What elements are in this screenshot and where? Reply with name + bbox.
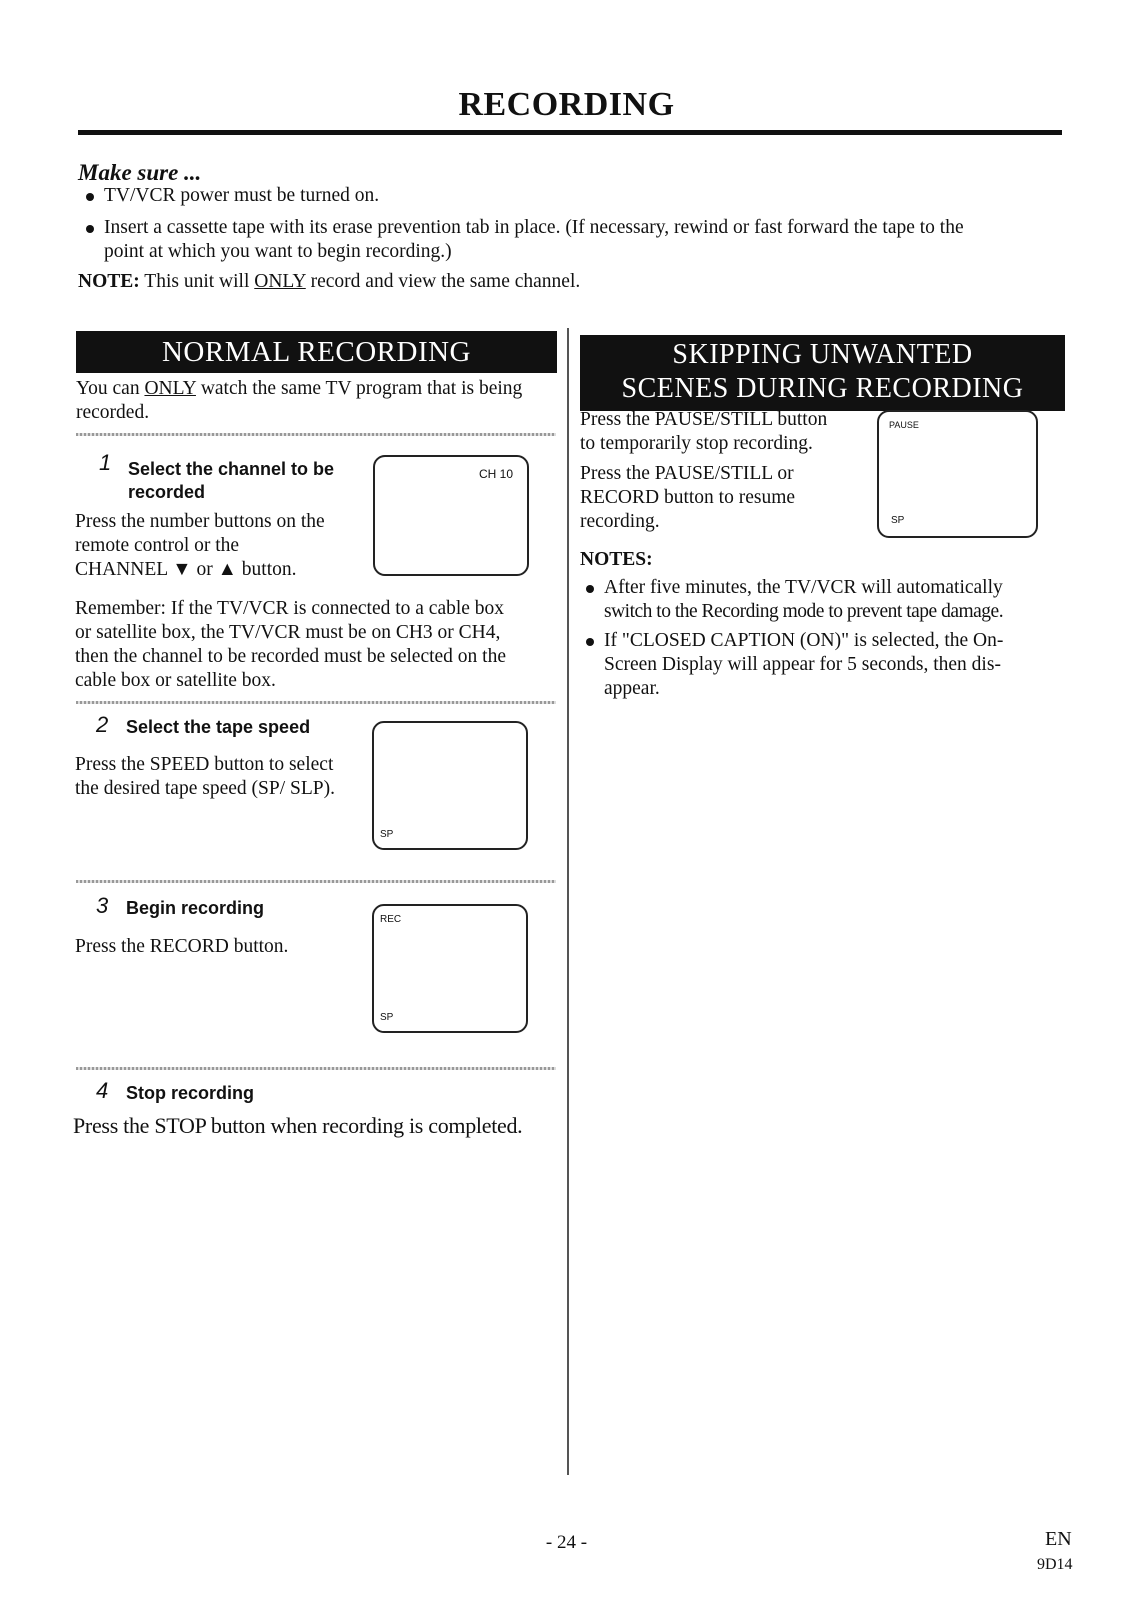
step-body: Press the STOP button when recording is completed.	[73, 1113, 523, 1138]
step-number: 2	[96, 712, 109, 737]
normal-recording-intro	[76, 377, 556, 425]
skipping-banner	[580, 335, 1065, 411]
tv-screen	[372, 904, 528, 1033]
skipping-body: to temporarily stop recording.	[580, 433, 813, 454]
intro-emphasis: ONLY	[144, 378, 196, 399]
step-body: remote control or the	[75, 535, 240, 556]
bullet-icon	[86, 193, 94, 201]
step-title: Select the tape speed	[126, 717, 311, 737]
bullet-icon	[86, 225, 94, 233]
screen-rec-label: REC	[380, 914, 402, 925]
divider	[76, 1067, 556, 1070]
step-body: Press the SPEED button to select	[75, 754, 334, 775]
model-code: 9D14	[1037, 1556, 1073, 1573]
step-number: 4	[96, 1078, 109, 1103]
intro-post: watch the same TV program that is being	[200, 378, 523, 399]
remember-text: then the channel to be recorded must be selected on the	[75, 646, 506, 667]
skipping-banner-line: SKIPPING UNWANTED	[672, 339, 973, 370]
step-title: Begin recording	[126, 898, 265, 918]
tv-screen	[373, 455, 529, 576]
step-body: the desired tape speed (SP/ SLP).	[75, 778, 335, 799]
page-number: - 24 -	[545, 1532, 588, 1553]
make-sure-item: TV/VCR power must be turned on.	[104, 185, 380, 206]
skipping-body: Press the PAUSE/STILL button	[580, 409, 828, 430]
step-title: Select the channel to be	[128, 459, 335, 479]
screen-speed-label: SP	[380, 1012, 394, 1023]
remember-text: Remember: If the TV/VCR is connected to a cable box	[75, 598, 505, 619]
note-line	[78, 271, 580, 293]
make-sure-heading: Make sure ...	[78, 160, 202, 185]
divider	[76, 701, 556, 704]
screen-speed-label: SP	[891, 515, 905, 526]
step-body: Press the RECORD button.	[75, 936, 289, 957]
title-rule	[78, 130, 1062, 135]
normal-recording-banner: NORMAL RECORDING	[76, 331, 557, 373]
notes-heading: NOTES:	[580, 549, 653, 570]
note-emphasis: ONLY	[254, 271, 306, 292]
make-sure-item: Insert a cassette tape with its erase prevention tab in place. (If necessary, rewind or fast forward the tape to the	[104, 217, 964, 238]
divider	[76, 433, 556, 436]
note-item: After five minutes, the TV/VCR will automatically	[604, 577, 1003, 598]
column-divider	[567, 328, 569, 1475]
step-title: Stop recording	[126, 1083, 255, 1103]
tv-screen	[877, 410, 1038, 538]
note-item-continued: Screen Display will appear for 5 seconds, then dis-	[604, 654, 1001, 675]
bullet-icon	[586, 638, 594, 646]
note-post: record and view the same channel.	[310, 271, 581, 292]
bullet-icon	[586, 585, 594, 593]
language-code: EN	[1045, 1528, 1072, 1550]
note-item: If "CLOSED CAPTION (ON)" is selected, the On-	[604, 630, 1004, 651]
step-number: 1	[99, 450, 112, 475]
step-body: CHANNEL ▼ or ▲ button.	[75, 559, 297, 580]
intro-post-2: recorded.	[76, 402, 150, 423]
remember-text: or satellite box, the TV/VCR must be on CH3 or CH4,	[75, 622, 501, 643]
remember-text: cable box or satellite box.	[75, 670, 276, 691]
skipping-body: Press the PAUSE/STILL or	[580, 463, 794, 484]
divider	[76, 880, 556, 883]
make-sure-item-continued: point at which you want to begin recording.)	[104, 241, 452, 262]
note-item-continued: appear.	[604, 678, 660, 699]
page-title: RECORDING	[458, 86, 675, 123]
screen-pause-label: PAUSE	[889, 420, 919, 430]
screen-speed-label: SP	[380, 829, 394, 840]
note-pre: This unit will	[144, 271, 250, 292]
skipping-banner-line: SCENES DURING RECORDING	[621, 373, 1024, 404]
skipping-body: RECORD button to resume	[580, 487, 796, 508]
tv-screen	[372, 721, 528, 850]
skipping-body: recording.	[580, 511, 660, 532]
step-number: 3	[96, 893, 109, 918]
screen-channel-label: CH 10	[478, 467, 513, 481]
note-item-continued: switch to the Recording mode to prevent tape damage.	[604, 601, 1004, 622]
intro-pre: You can	[76, 378, 140, 399]
note-label: NOTE:	[78, 271, 140, 292]
step-title-continued: recorded	[128, 482, 206, 502]
step-body: Press the number buttons on the	[75, 511, 325, 532]
